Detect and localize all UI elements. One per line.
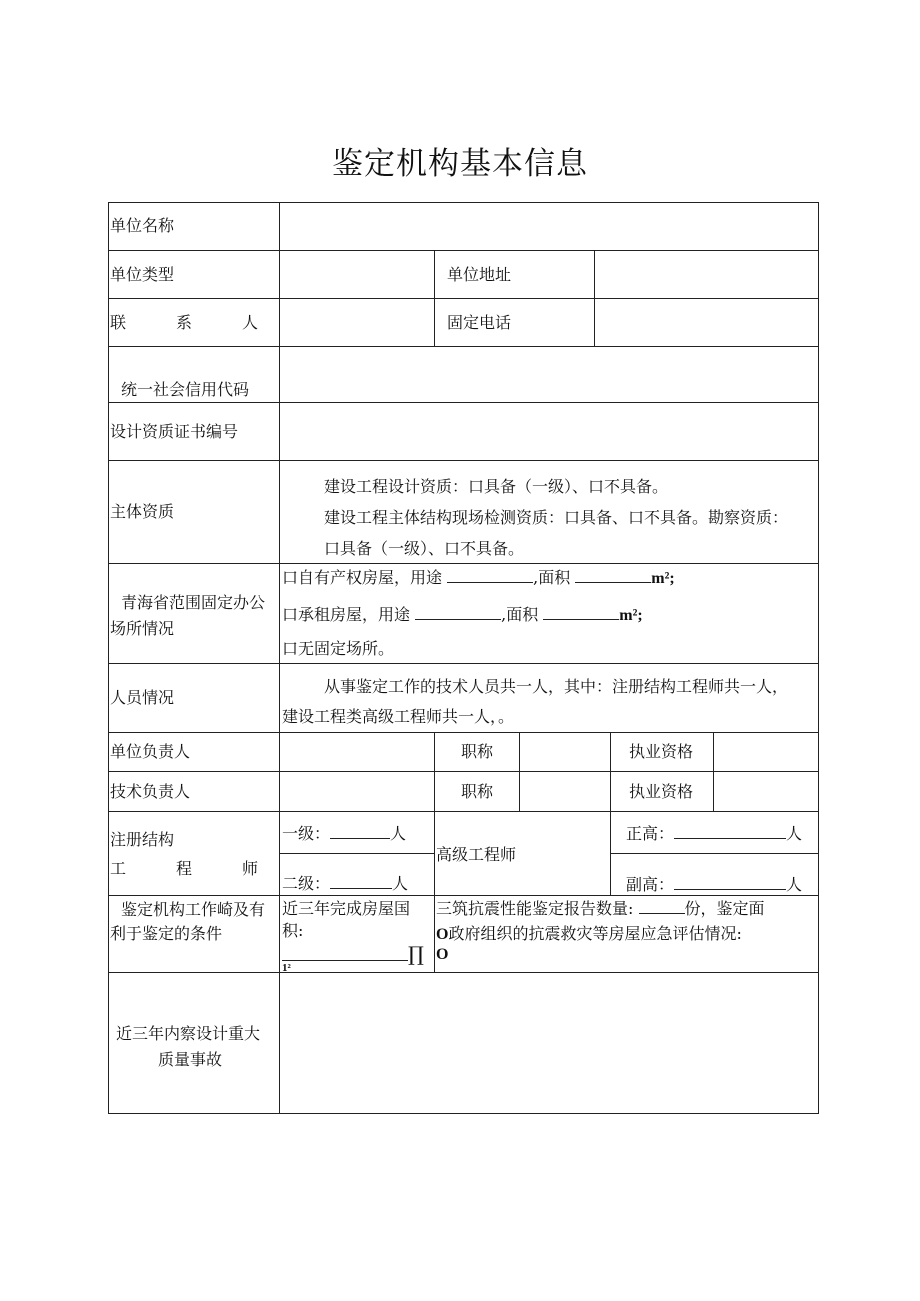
leader-qual-label: 执业资格 xyxy=(629,742,694,761)
qualification-line: 建设工程设计资质：口具备（一级）、口不具备。 xyxy=(324,477,669,496)
engineers-char: 程 xyxy=(175,859,192,878)
level2-blank[interactable] xyxy=(330,874,392,889)
unit-address-field[interactable] xyxy=(597,253,816,296)
staff-label: 人员情况 xyxy=(110,688,175,707)
engineers-char: 师 xyxy=(241,859,258,878)
full-senior-blank[interactable] xyxy=(674,824,786,839)
leader-qual-field[interactable] xyxy=(716,735,816,769)
leader-title-field[interactable] xyxy=(522,735,608,769)
engineers-label-chars xyxy=(110,859,258,879)
report-text: 三筑抗震性能鉴定报告数量: xyxy=(436,899,634,918)
office-none: 口无固定场所。 xyxy=(282,639,395,658)
qualification-line: 建设工程主体结构现场检测资质：口具备、口不具备。勘察资质： xyxy=(324,508,789,527)
deputy-senior-label: 副高： xyxy=(626,875,675,894)
person-unit: 人 xyxy=(786,824,803,843)
office-own-line xyxy=(282,568,675,589)
leader-label: 单位负责人 xyxy=(110,742,191,761)
contact-char: 人 xyxy=(241,313,258,332)
tech-leader-qual-field[interactable] xyxy=(716,774,816,809)
area-blank[interactable] xyxy=(282,946,408,961)
unit-address-label: 单位地址 xyxy=(447,265,512,284)
level1-blank[interactable] xyxy=(330,824,390,839)
full-senior-label: 正高： xyxy=(626,824,675,843)
unit-name-label: 单位名称 xyxy=(110,216,175,235)
conditions-label: 利于鉴定的条件 xyxy=(110,924,223,943)
cert-no-label: 设计资质证书编号 xyxy=(110,422,239,441)
contact-field[interactable] xyxy=(282,301,432,344)
contact-char: 系 xyxy=(175,313,192,332)
office-label: 青海省范围固定办公 xyxy=(121,593,266,612)
level2-label: 二级： xyxy=(282,874,331,893)
staff-line: 建设工程类高级工程师共一人，。 xyxy=(282,707,515,726)
area-unit: m²; xyxy=(651,570,675,587)
phone-field[interactable] xyxy=(597,301,816,344)
tech-leader-field[interactable] xyxy=(282,774,432,809)
engineers-char: 工 xyxy=(110,859,127,878)
unit-type-label: 单位类型 xyxy=(110,265,175,284)
office-label: 场所情况 xyxy=(110,619,175,638)
report-tail: 份，鉴定面 xyxy=(684,899,765,918)
report-count-blank[interactable] xyxy=(639,899,685,914)
office-rent-area-blank[interactable] xyxy=(543,605,619,620)
leader-title-label: 职称 xyxy=(461,742,494,761)
person-unit: 人 xyxy=(390,824,407,843)
contact-char: 联 xyxy=(110,313,127,332)
staff-line: 从事鉴定工作的技术人员共一人，其中：注册结构工程师共一人， xyxy=(324,677,789,696)
office-rent-use-blank[interactable] xyxy=(415,605,501,620)
accidents-label: 质量事故 xyxy=(158,1050,223,1069)
emergency-text: 政府组织的抗震救灾等房屋应急评估情况: xyxy=(448,924,742,943)
emergency-line xyxy=(436,924,742,945)
senior-label: 高级工程师 xyxy=(436,845,517,864)
level2-line xyxy=(282,874,408,894)
tech-leader-label: 技术负责人 xyxy=(110,782,191,801)
office-own-area-blank[interactable] xyxy=(575,568,651,583)
office-own-area: ,面积 xyxy=(533,568,571,587)
office-rent-line xyxy=(282,605,643,626)
phone-label: 固定电话 xyxy=(447,313,512,332)
contact-label xyxy=(110,313,258,333)
credit-code-field[interactable] xyxy=(282,349,816,400)
conditions-label: 鉴定机构工作崎及有 xyxy=(121,900,266,919)
report-line xyxy=(436,899,765,919)
emergency-mark: O xyxy=(436,926,449,943)
level1-line xyxy=(282,824,406,844)
leader-field[interactable] xyxy=(282,735,432,769)
qualification-line: 口具备（一级）、口不具备。 xyxy=(324,539,525,558)
accidents-label: 近三年内察设计重大 xyxy=(116,1024,261,1043)
area-text: 近三年完成房屋国 xyxy=(282,899,411,918)
office-own-text: 口自有产权房屋，用途 xyxy=(282,568,443,587)
area-text: 积: xyxy=(282,921,304,940)
engineers-label: 注册结构 xyxy=(110,830,175,849)
deputy-senior-line xyxy=(626,875,802,895)
office-rent-text: 口承租房屋，用途 xyxy=(282,605,411,624)
area-unit: m²; xyxy=(619,607,643,624)
area-superscript: 1² xyxy=(282,962,291,972)
area-line xyxy=(282,944,424,966)
area-symbol: ∏ xyxy=(408,942,424,966)
unit-type-field[interactable] xyxy=(282,253,432,296)
emergency-mark: O xyxy=(436,946,449,963)
accidents-field[interactable] xyxy=(282,975,816,1111)
level1-label: 一级： xyxy=(282,824,331,843)
deputy-senior-blank[interactable] xyxy=(674,875,786,890)
tech-leader-qual-label: 执业资格 xyxy=(629,782,694,801)
page-title: 鉴定机构基本信息 xyxy=(332,146,588,182)
qualification-label: 主体资质 xyxy=(110,502,175,521)
office-own-use-blank[interactable] xyxy=(447,568,533,583)
cert-no-field[interactable] xyxy=(282,405,816,458)
credit-code-label: 统一社会信用代码 xyxy=(121,380,250,399)
person-unit: 人 xyxy=(392,874,409,893)
person-unit: 人 xyxy=(786,875,803,894)
tech-leader-title-field[interactable] xyxy=(522,774,608,809)
tech-leader-title-label: 职称 xyxy=(461,782,494,801)
office-rent-area: ,面积 xyxy=(501,605,539,624)
unit-name-field[interactable] xyxy=(282,205,816,248)
full-senior-line xyxy=(626,824,802,844)
